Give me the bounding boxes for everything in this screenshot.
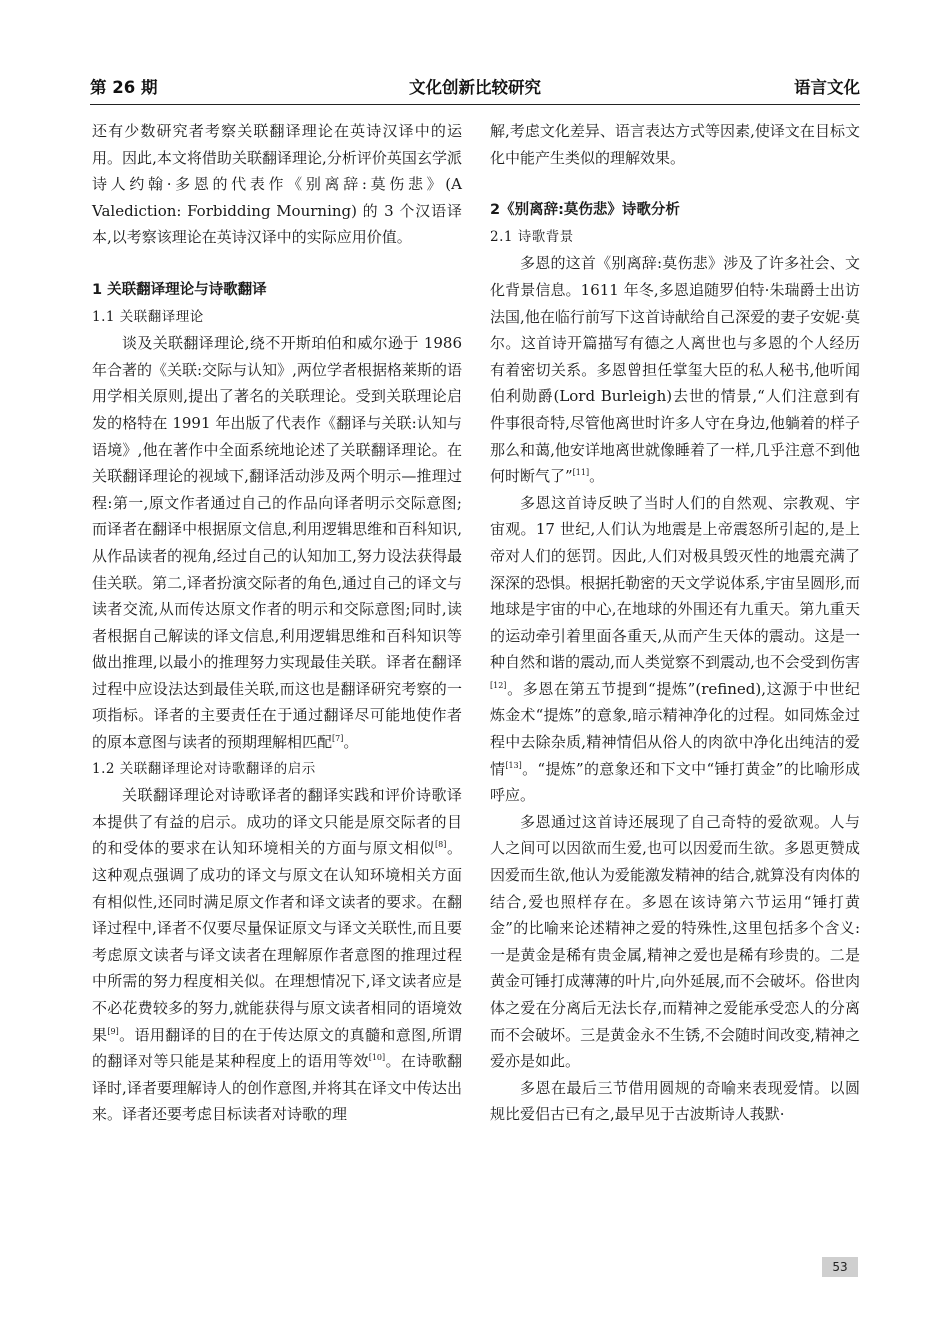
subsection-heading-1-1: 1.1 关联翻译理论 — [92, 308, 204, 325]
paragraph-text: 。在诗歌翻译时,译者要理解诗人的创作意图,并将其在译文中传达出来。译者还要考虑目标读者对诗歌的理 — [92, 1052, 462, 1124]
continued-paragraph: 解,考虑文化差异、语言表达方式等因素,使译文在目标文化中能产生类似的理解效果。 — [490, 122, 860, 167]
section-name: 语言文化 — [794, 78, 860, 97]
section-heading-1: 1 关联翻译理论与诗歌翻译 — [92, 281, 267, 298]
subsection-heading-1-2: 1.2 关联翻译理论对诗歌翻译的启示 — [92, 760, 316, 777]
subsection-heading-2-1: 2.1 诗歌背景 — [490, 228, 574, 245]
citation: [13] — [505, 760, 522, 770]
paragraph-text: 。这种观点强调了成功的译文与原文在认知环境相关方面有相似性,还同时满足原文作者和译文读者的要求。在翻译过程中,译者不仅要尽量保证原文与译文关联性,而且要考虑原文读者与译文读者在理解原作者意图的推理过程中所需的努力程度相关似。在理想情况下,译文读者应是不必花费较多的努力,就能获得与原文读者相同的语境效果 — [92, 839, 462, 1044]
paragraph-text: 多恩的这首《别离辞:莫伤悲》涉及了许多社会、文化背景信息。1611 年冬,多恩追随罗伯特·朱瑞爵士出访法国,他在临行前写下这首诗献给自己深爱的妻子安妮·莫尔。这首诗开篇描写有德之人离世也与多恩的个人经历有着密切关系。多恩曾担任掌玺大臣的私人秘书,他听闻伯利勋爵(Lord Burleigh)去世的情景,“人们注意到有件事很奇特,尽管他离世时许多人守在身边,他躺着的样子那么和蔼,他安详地离世就像睡着了一样,几乎注意不到他何时断气了” — [490, 254, 860, 486]
citation: [10] — [368, 1053, 386, 1063]
paragraph-text: 关联翻译理论对诗歌译者的翻译实践和评价诗歌译本提供了有益的启示。成功的译文只能是原交际者的目的和受体的要求在认知环境相关的方面与原文相似 — [92, 786, 462, 858]
left-column — [92, 118, 462, 1128]
paragraph-text: 。“提炼”的意象还和下文中“锤打黄金”的比喻形成呼应。 — [490, 759, 860, 805]
section-heading-2: 2《别离辞:莫伤悲》诗歌分析 — [490, 202, 680, 219]
citation: [8] — [435, 840, 447, 850]
issue-number: 第 26 期 — [90, 78, 158, 97]
paragraph-love-view: 多恩通过这首诗还展现了自己奇特的爱欲观。人与人之间可以因欲而生爱,也可以因爱而生欲。多恩更赞成因爱而生欲,他认为爱能激发精神的结合,就算没有肉体的结合,爱也照样存在。多恩在该诗第六节运用“锤打黄金”的比喻来论述精神之爱的特殊性,这里包括多个含义:一是黄金是稀有贵金属,精神之爱也是稀有珍贵的。二是黄金可锤打成薄薄的叶片,向外延展,而不会破坏。俗世肉体之爱在分离后无法长存,而精神之爱能承受恋人的分离而不会破坏。三是黄金永不生锈,不会随时间改变,精神之爱亦是如此。 — [490, 812, 860, 1071]
paragraph-poetry-translation — [92, 782, 462, 1128]
header-rule — [90, 104, 860, 105]
citation: [9] — [107, 1026, 119, 1036]
right-column — [490, 118, 860, 1128]
citation: [7] — [332, 734, 344, 744]
paragraph-text: 多恩这首诗反映了当时人们的自然观、宗教观、宇宙观。17 世纪,人们认为地震是上帝震怒所引起的,是上帝对人们的惩罚。因此,人们对极具毁灭性的地震充满了深深的恐惧。根据托勒密的天文学说体系,宇宙呈圆形,而地球是宇宙的中心,在地球的外围还有九重天。第九重天的运动牵引着里面各重天,从而产生天体的震动。这是一种自然和谐的震动,而人类觉察不到震动,也不会受到伤害 — [490, 493, 860, 672]
paragraph-text: 。多恩在第五节提到“提炼”(refined),这源于中世纪炼金术“提炼”的意象,暗示精神净化的过程。如同炼金过程中去除杂质,精神情侣从俗人的肉欲中净化出纯洁的爱情 — [490, 679, 860, 778]
citation: [12] — [490, 680, 507, 690]
paragraph-poem-background — [490, 250, 860, 489]
paragraph-compass-conceit: 多恩在最后三节借用圆规的奇喻来表现爱情。以圆规比爱侣古已有之,最早见于古波斯诗人莪默· — [490, 1078, 860, 1124]
intro-paragraph: 还有少数研究者考察关联翻译理论在英诗汉译中的运用。因此,本文将借助关联翻译理论,分析评价英国玄学派诗人约翰·多恩的代表作《别离辞:莫伤悲》(A Valediction: Forbidding Mourning) 的 3 个汉语译本,以考察该理论在英诗汉译中的实际应用价值。 — [92, 122, 462, 247]
page-number: 53 — [822, 1257, 858, 1277]
journal-title: 文化创新比较研究 — [409, 78, 541, 97]
paragraph-text: 。语用翻译的目的在于传达原文的真髓和意图,所谓的翻译对等只能是某种程度上的语用等效 — [92, 1025, 462, 1071]
paragraph-text: 谈及关联翻译理论,绕不开斯珀伯和威尔逊于 1986 年合著的《关联:交际与认知》,两位学者根据格莱斯的语用学相关原则,提出了著名的关联理论。受到关联理论启发的格特在 1991 年出版了代表作《翻译与关联:认知与语境》,他在著作中全面系统地论述了关联翻译理论。在关联翻译理论的视域下,翻译活动涉及两个明示—推理过程:第一,原文作者通过自己的作品向译者明示交际意图;而译者在翻译中根据原文信息,利用逻辑思维和百科知识,从作品读者的视角,经过自己的认知加工,努力设法获得最佳关联。第二,译者扮演交际者的角色,通过自己的译文与读者交流,从而传达原文作者的明示和交际意图;同时,读者根据自己解读的译文信息,利用逻辑思维和百科知识等做出推理,以最小的推理努力实现最佳关联。译者在翻译过程中应设法达到最佳关联,而这也是翻译研究考察的一项指标。译者的主要责任在于通过翻译尽可能地使作者的原本意图与读者的预期理解相匹配 — [92, 334, 462, 752]
paragraph-text: 。 — [343, 733, 359, 752]
paragraph-worldview — [490, 490, 860, 809]
paragraph-relevance-theory — [92, 330, 462, 756]
citation: [11] — [572, 468, 590, 478]
running-header — [90, 74, 860, 104]
paragraph-text: 。 — [589, 467, 605, 486]
